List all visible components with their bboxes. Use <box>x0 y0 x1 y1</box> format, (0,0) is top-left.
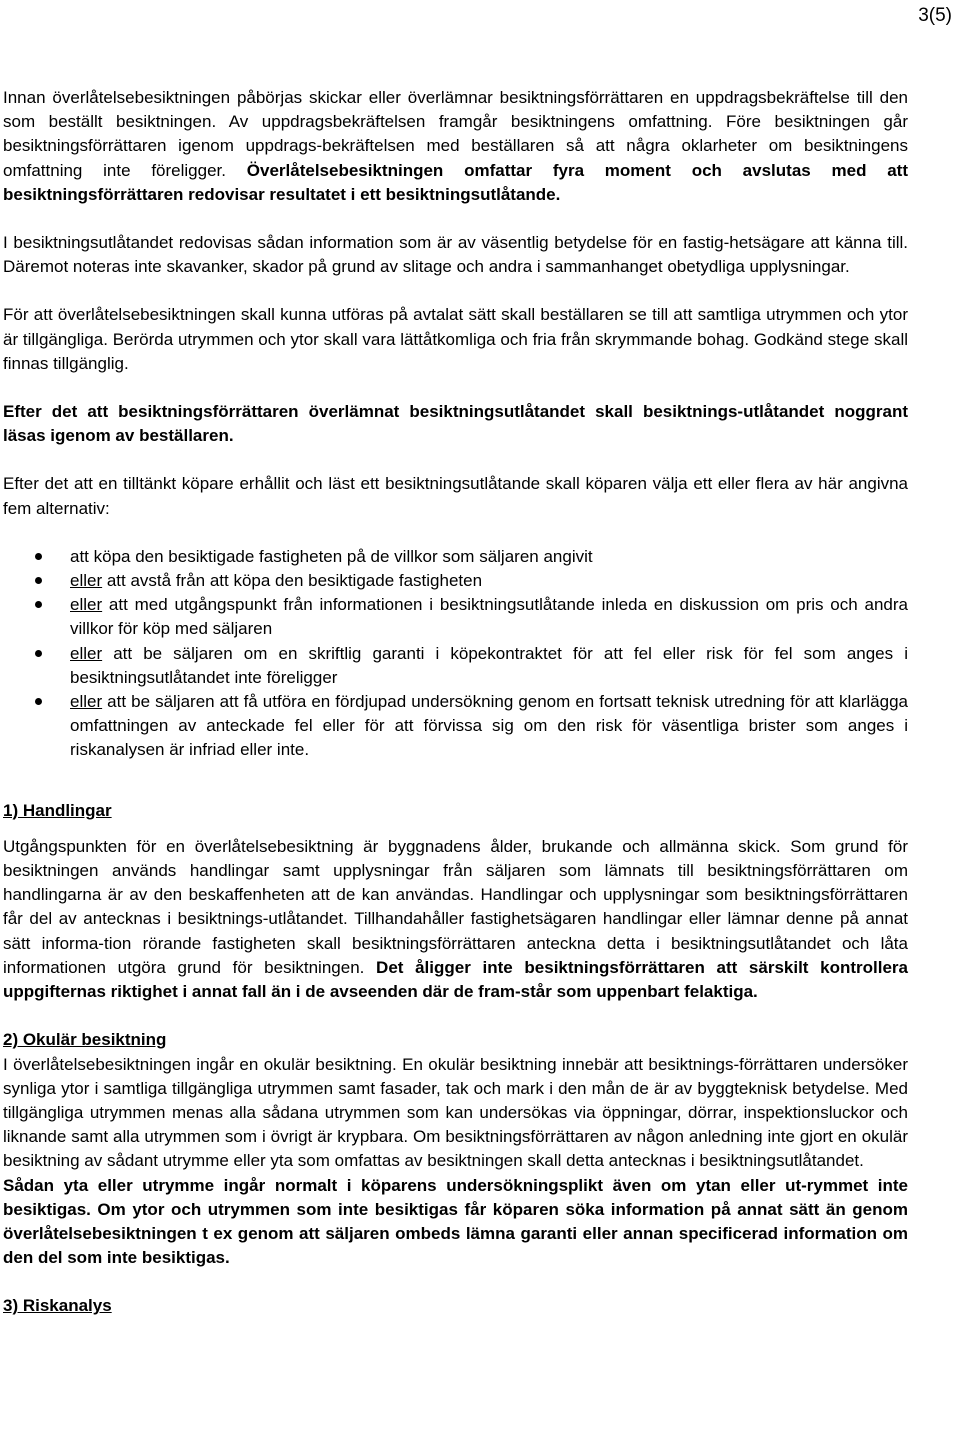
page-number: 3(5) <box>918 5 952 26</box>
read-report-paragraph: Efter det att besiktningsförrättaren överlämnat besiktningsutlåtandet skall besiktnings-utlåtandet noggrant läsas igenom av beställaren. <box>3 402 908 446</box>
document-body <box>3 86 908 1319</box>
bullet-icon <box>35 577 42 584</box>
section-heading-riskanalys: 3) Riskanalys <box>3 1296 112 1316</box>
intro-text: Innan överlåtelsebesiktningen påbörjas skickar eller överlämnar besiktningsförrättaren en uppdragsbekräftelse till den som beställt besiktningen. Av uppdragsbekräftelsen framgår besiktningens omfattning. Före besiktningen går besiktningsförrättaren igenom uppdrags-bekräftelsen med beställaren så att några oklarheter om besiktningens omfattning inte föreligger. <box>3 88 908 180</box>
bullet-icon <box>35 553 42 560</box>
section-heading-handlingar: 1) Handlingar <box>3 800 112 820</box>
option-connector: eller <box>70 692 103 712</box>
section-okular-bold-paragraph: Sådan yta eller utrymme ingår normalt i köparens undersökningsplikt även om ytan eller ut-rymmet inte besiktigas. Om ytor och utrymmen som inte besiktigas får köparen söka information på annat sätt än genom överlåtelsebesiktningen t ex genom att säljaren ombeds lämna garanti eller annan specificerad information om den del som inte besiktigas. <box>3 1175 908 1268</box>
option-connector: eller <box>70 643 103 663</box>
option-text: att köpa den besiktigade fastigheten på de villkor som säljaren angivit <box>70 546 593 566</box>
bullet-icon <box>35 650 42 657</box>
bullet-icon <box>35 601 42 608</box>
intro-bold-text: Överlåtelsebesiktningen omfattar fyra moment och avslutas med att besiktningsförrättaren redovisar resultatet i ett besiktningsutlåtande. <box>3 160 908 204</box>
buyer-options-list <box>3 545 908 763</box>
section-handlingar-bold-text: Det åligger inte besiktningsförrättaren att särskilt kontrollera uppgifternas riktighet i annat fall än i de avseenden där de fram-står som uppenbart felaktiga. <box>3 957 908 1002</box>
access-paragraph: För att överlåtelsebesiktningen skall kunna utföras på avtalat sätt skall beställaren se till att samtliga utrymmen och ytor är tillgängliga. Berörda utrymmen och ytor skall vara lättåtkomliga och fria från skrymmande bohag. Godkänd stege skall finnas tillgänglig. <box>3 305 908 373</box>
buyer-options-intro: Efter det att en tilltänkt köpare erhållit och läst ett besiktningsutlåtande skall köparen välja ett eller flera av här angivna fem alternativ: <box>3 474 908 518</box>
option-text: att avstå från att köpa den besiktigade fastigheten <box>102 571 483 591</box>
section-handlingar-paragraph <box>3 835 908 1004</box>
option-text: att be säljaren att få utföra en fördjupad undersökning genom en fortsatt teknisk utredning för att klarlägga omfattningen av anteckade fel eller för att förvissa sig om den risk för väsentliga brister som anges i riskanalysen är infriad eller inte. <box>70 692 908 760</box>
section-handlingar-text: Utgångspunkten för en överlåtelsebesiktning är byggnadens ålder, brukande och allmänna skick. Som grund för besiktningen används handlingar samt upplysningar från säljaren som lämnats till besiktningsförrättaren om handlingarna är av den beskaffenheten att de kan användas. Handlingar och upplysningar som besiktningsförrättaren får del av antecknas i besiktnings-utlåtandet. Tillhandahåller fastighetsägaren handlingar eller lämnar denne på annat sätt informa-tion rörande fastigheten skall besiktningsförrättaren anteckna detta i besiktningsutlåtandet och låta informationen utgöra grund för besiktningen. <box>3 836 908 977</box>
option-text: att med utgångspunkt från informationen i besiktningsutlåtande inleda en diskussion om pris och andra villkor för köp med säljaren <box>70 595 908 639</box>
intro-paragraph <box>3 86 908 207</box>
bullet-icon <box>35 698 42 705</box>
list-item <box>3 593 908 641</box>
section-okular-paragraph: I överlåtelsebesiktningen ingår en okulär besiktning. En okulär besiktning innebär att besiktnings-förrättaren undersöker synliga ytor i samtliga tillgängliga utrymmen samt fasader, tak och mark i den mån de är av byggteknisk betydelse. Med tillgängliga utrymmen menas alla sådana utrymmen som kan undersökas via öppningar, dörrar, inspektionsluckor och liknande samt alla utrymmen som i övrigt är krypbara. Om besiktningsförrättaren av någon anledning inte gjort en okulär besiktning av sådant utrymme eller yta som omfattas av besiktningen skall detta antecknas i besiktningsutlåtandet. <box>3 1054 908 1171</box>
list-item <box>3 569 908 593</box>
list-item <box>3 690 908 763</box>
option-connector: eller <box>70 571 103 591</box>
report-content-paragraph: I besiktningsutlåtandet redovisas sådan information som är av väsentlig betydelse för en fastig-hetsägare att känna till. Däremot noteras inte skavanker, skador på grund av slitage och andra i sammanhanget obetydliga upplysningar. <box>3 233 908 277</box>
option-text: att be säljaren om en skriftlig garanti i köpekontraktet för att fel eller risk för fel som anges i besiktningsutlåtandet inte föreligger <box>70 643 908 687</box>
list-item <box>3 642 908 690</box>
section-heading-okular: 2) Okulär besiktning <box>3 1030 167 1050</box>
option-connector: eller <box>70 595 103 615</box>
list-item <box>3 545 908 569</box>
